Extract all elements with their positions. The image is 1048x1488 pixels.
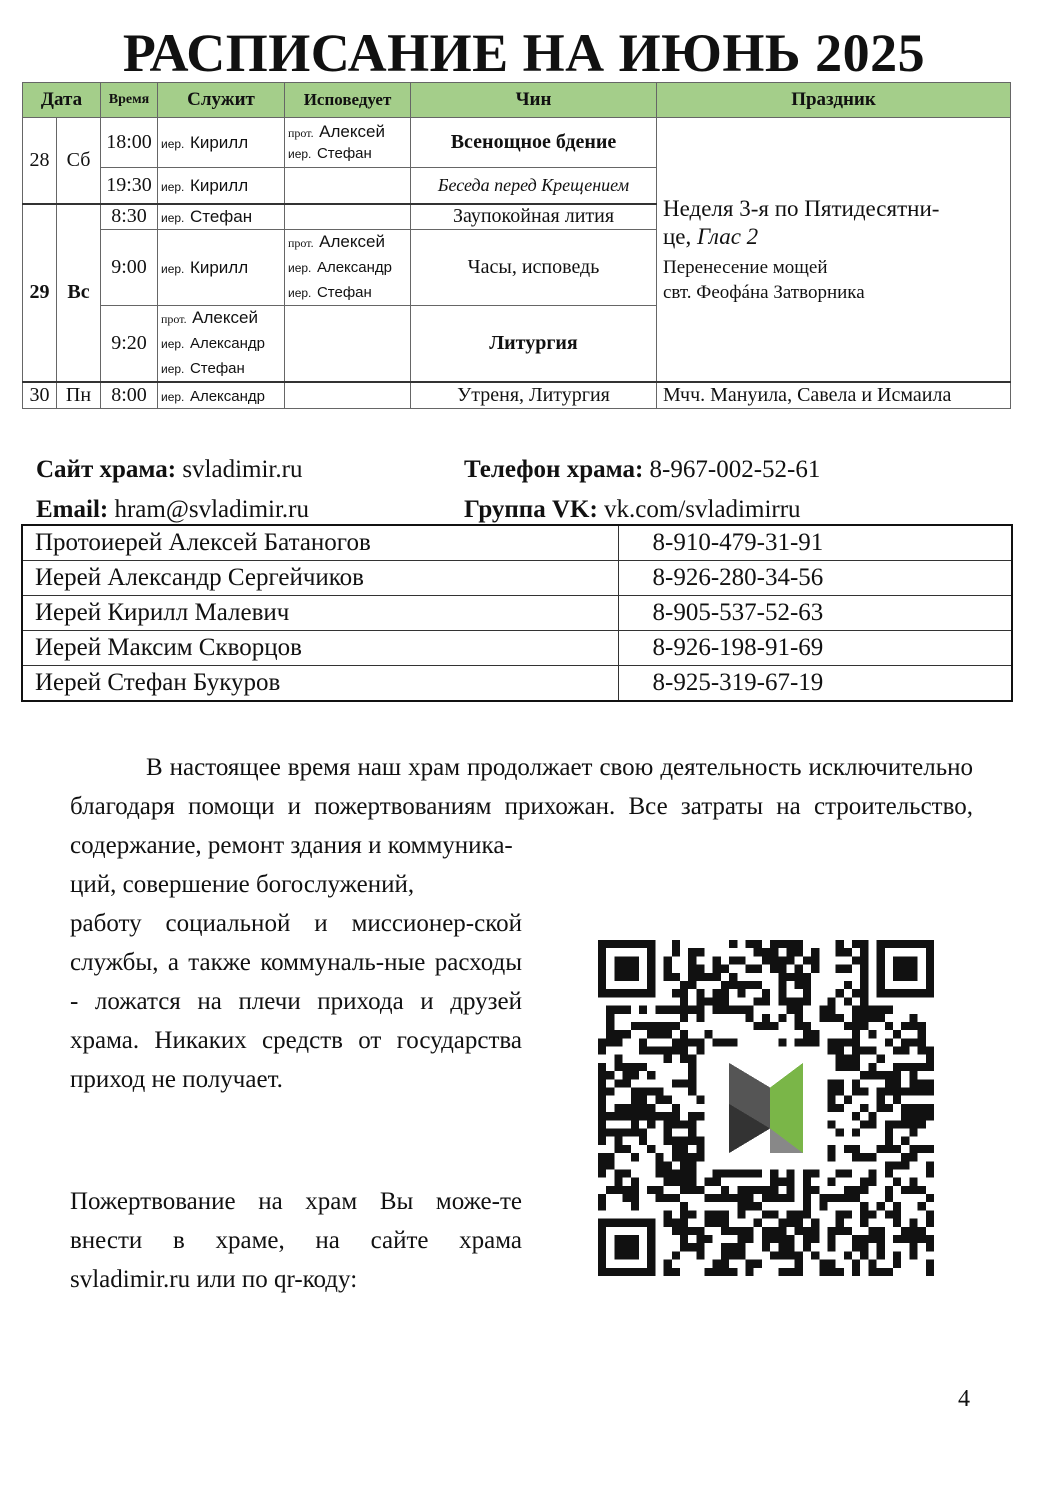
confessor-cell: прот. Алексей иер. Александр иер. Стефан	[285, 230, 411, 306]
donation-paragraph-1-end: ций, совершение богослужений,	[70, 871, 415, 898]
qr-code-icon[interactable]	[598, 940, 934, 1276]
serves-cell: иер. Кирилл	[158, 118, 285, 168]
schedule-table	[22, 82, 1011, 409]
service-cell: Заупокойная лития	[411, 204, 657, 230]
clergy-phone: 8-925-319-67-19	[618, 666, 1012, 702]
day-of-week: Вс	[57, 204, 101, 383]
clergy-name: Иерей Кирилл Малевич	[22, 596, 618, 631]
clergy-phone: 8-926-280-34-56	[618, 561, 1012, 596]
confessor-cell	[285, 168, 411, 204]
day-of-week: Сб	[57, 118, 101, 204]
header-confessor: Исповедует	[285, 83, 411, 118]
service-cell: Часы, исповедь	[411, 230, 657, 306]
header-serves: Служит	[158, 83, 285, 118]
header-time: Время	[101, 83, 158, 118]
clergy-phone: 8-905-537-52-63	[618, 596, 1012, 631]
time-cell: 19:30	[101, 168, 158, 204]
contacts-block	[36, 450, 1016, 530]
time-cell: 8:30	[101, 204, 158, 230]
schedule-header-row	[23, 83, 1011, 118]
time-cell: 9:00	[101, 230, 158, 306]
table-row	[22, 525, 1012, 561]
page-title: РАСПИСАНИЕ НА ИЮНЬ 2025	[122, 23, 926, 83]
donation-paragraph-2: работу социальной и миссионер-ской службы, а также коммуналь-ные расходы - ложатся на плечи прихода и друзей храма. Никаких средств от государства приход не получает.	[70, 910, 522, 1093]
serves-cell: иер. Стефан	[158, 204, 285, 230]
feast-main: Неделя 3-я по Пятидесятни- це, Глас 2	[663, 195, 940, 249]
header-feast: Праздник	[657, 83, 1011, 118]
church-phone: 8-967-002-52-61	[649, 456, 821, 483]
table-row	[22, 631, 1012, 666]
table-row	[22, 596, 1012, 631]
time-cell: 18:00	[101, 118, 158, 168]
service-cell: Литургия	[411, 306, 657, 383]
confessor-cell	[285, 382, 411, 408]
table-row	[22, 666, 1012, 702]
clergy-phone: 8-926-198-91-69	[618, 631, 1012, 666]
vk-info: Группа VK: vk.com/svladimirru	[464, 496, 801, 523]
header-service: Чин	[411, 83, 657, 118]
feast-cell: Мчч. Мануила, Савела и Исмаила	[657, 382, 1011, 408]
confessor-cell	[285, 306, 411, 383]
service-cell: Утреня, Литургия	[411, 382, 657, 408]
service-cell: Беседа перед Крещением	[411, 168, 657, 204]
confessor-cell	[285, 204, 411, 230]
clergy-name: Иерей Стефан Букуров	[22, 666, 618, 702]
confessor-cell: прот. Алексей иер. Стефан	[285, 118, 411, 168]
table-row	[22, 561, 1012, 596]
header-date: Дата	[23, 83, 101, 118]
email-link[interactable]: hram@svladimir.ru	[114, 496, 309, 523]
phone-info: Телефон храма: 8-967-002-52-61	[464, 456, 821, 483]
serves-cell: иер. Александр	[158, 382, 285, 408]
day-of-week: Пн	[57, 382, 101, 408]
time-cell: 9:20	[101, 306, 158, 383]
clergy-name: Иерей Максим Скворцов	[22, 631, 618, 666]
table-row	[23, 118, 1011, 168]
page-number: 4	[958, 1386, 970, 1412]
clergy-name: Протоиерей Алексей Батаногов	[22, 525, 618, 561]
email-info: Email: hram@svladimir.ru	[36, 496, 309, 523]
date-number: 28	[23, 118, 57, 204]
vk-link[interactable]: vk.com/svladimirru	[604, 496, 801, 523]
donation-paragraph-3: Пожертвование на храм Вы може-те внести в храме, на сайте храма svladimir.ru или по qr-коду:	[70, 1188, 522, 1293]
site-info: Сайт храма: svladimir.ru	[36, 456, 303, 483]
table-row	[23, 382, 1011, 408]
serves-cell: иер. Кирилл	[158, 168, 285, 204]
feast-cell	[657, 118, 1011, 383]
site-link[interactable]: svladimir.ru	[182, 456, 303, 483]
service-cell: Всенощное бдение	[411, 118, 657, 168]
clergy-name: Иерей Александр Сергейчиков	[22, 561, 618, 596]
donation-paragraph-1: В настоящее время наш храм продолжает свою деятельность исключительно благодаря помощи и пожертвованиям прихожан. Все затраты на строительство, содержание, ремонт здания и коммуника-	[70, 754, 973, 859]
serves-cell: иер. Кирилл	[158, 230, 285, 306]
serves-cell: прот. Алексей иер. Александр иер. Стефан	[158, 306, 285, 383]
clergy-phone-table	[21, 524, 1013, 702]
feast-sub: Перенесение мощей свт. Феофáна Затворника	[663, 256, 865, 303]
clergy-phone: 8-910-479-31-91	[618, 525, 1012, 561]
date-number: 30	[23, 382, 57, 408]
date-number: 29	[23, 204, 57, 383]
time-cell: 8:00	[101, 382, 158, 408]
